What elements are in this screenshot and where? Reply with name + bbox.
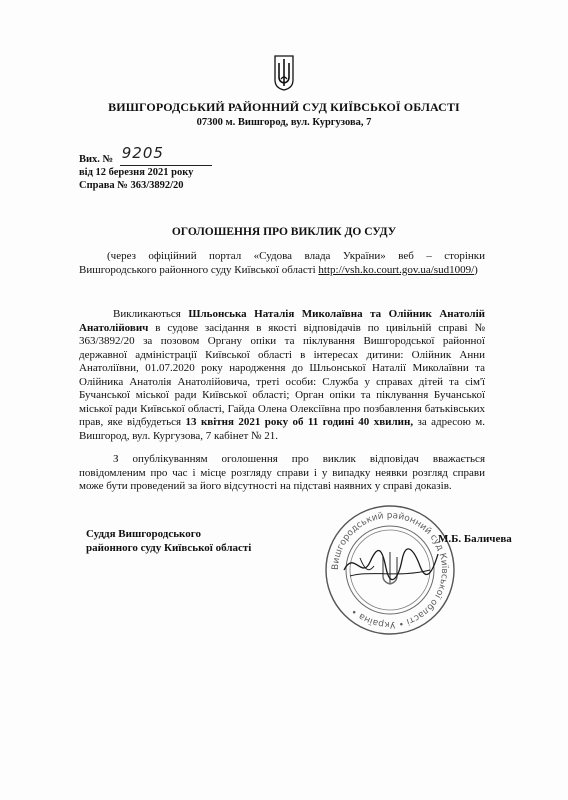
date-line: від 12 березня 2021 року [79,167,194,178]
judge-position-line2: районного суду Київської області [86,542,252,554]
outgoing-number-handwritten: 9205 [121,144,164,162]
intro-text: (через офіційний портал «Судова влада України» веб – сторінки Вишгородського районного суду Київської області [79,250,485,276]
summons-end: за адресою м. Вишгород, вул. Кургузова, 7 кабінет № 21. [79,416,485,442]
court-website-link[interactable]: http://vsh.ko.court.gov.ua/sud1009/ [318,263,475,276]
outgoing-number-line [79,144,212,166]
summons-middle: в судове засідання в якості відповідачів по цивільній справі № 363/3892/20 за позовом Органу опіки та піклування Вишгородської районної державної адміністрації Київської області в інтересах дитини: Олійник Анни Анатоліївни, 01.07.2020 року народження до Шльонської Наталії Миколаївни та Олійника Анатолія Анатолійовича, треті особи: Служба у справах дітей та сім'ї Бучанської міської ради Київської області; Орган опіки та піклування Бучанської міської ради Київської області, Гайда Олена Олексіївна про позбавлення батьківських прав, яке відбудеться [79,321,485,428]
judge-signature [340,540,440,590]
hearing-datetime: 13 квітня 2021 року об 11 годині 40 хвилин, [185,416,414,428]
reference-block [79,144,212,192]
summons-start: Викликаються [113,308,189,320]
summons-paragraph [79,308,485,443]
intro-paragraph [79,250,485,277]
notice-paragraph: З опублікуванням оголошення про виклик відповідач вважається повідомленим про час і місце розгляду справи і у випадку неявки розгляд справи може бути проведений за його відсутності на підставі наявних у справі доказів. [79,453,485,492]
seal-ring-text: Вишгородський районний суд Київської області • Україна • [330,510,450,630]
intro-close: ) [474,263,478,276]
outgoing-label: Вих. № [79,154,114,165]
court-address: 07300 м. Вишгород, вул. Кургузова, 7 [196,117,372,128]
document-title: ОГОЛОШЕННЯ ПРО ВИКЛИК ДО СУДУ [171,226,397,238]
judge-name: М.Б. Баличева [438,533,512,545]
case-number: Справа № 363/3892/20 [79,180,184,191]
court-name: ВИШГОРОДСЬКИЙ РАЙОННИЙ СУД КИЇВСЬКОЇ ОБЛАСТІ [108,100,460,114]
judge-position-line1: Суддя Вишгородського [86,528,201,540]
outgoing-number-field [120,144,212,166]
tryzub-emblem-icon [273,55,295,91]
respondents-names: Шльонська Наталія Миколаївна та Олійник Анатолій Анатолійович [79,308,486,334]
judge-position [86,527,251,555]
